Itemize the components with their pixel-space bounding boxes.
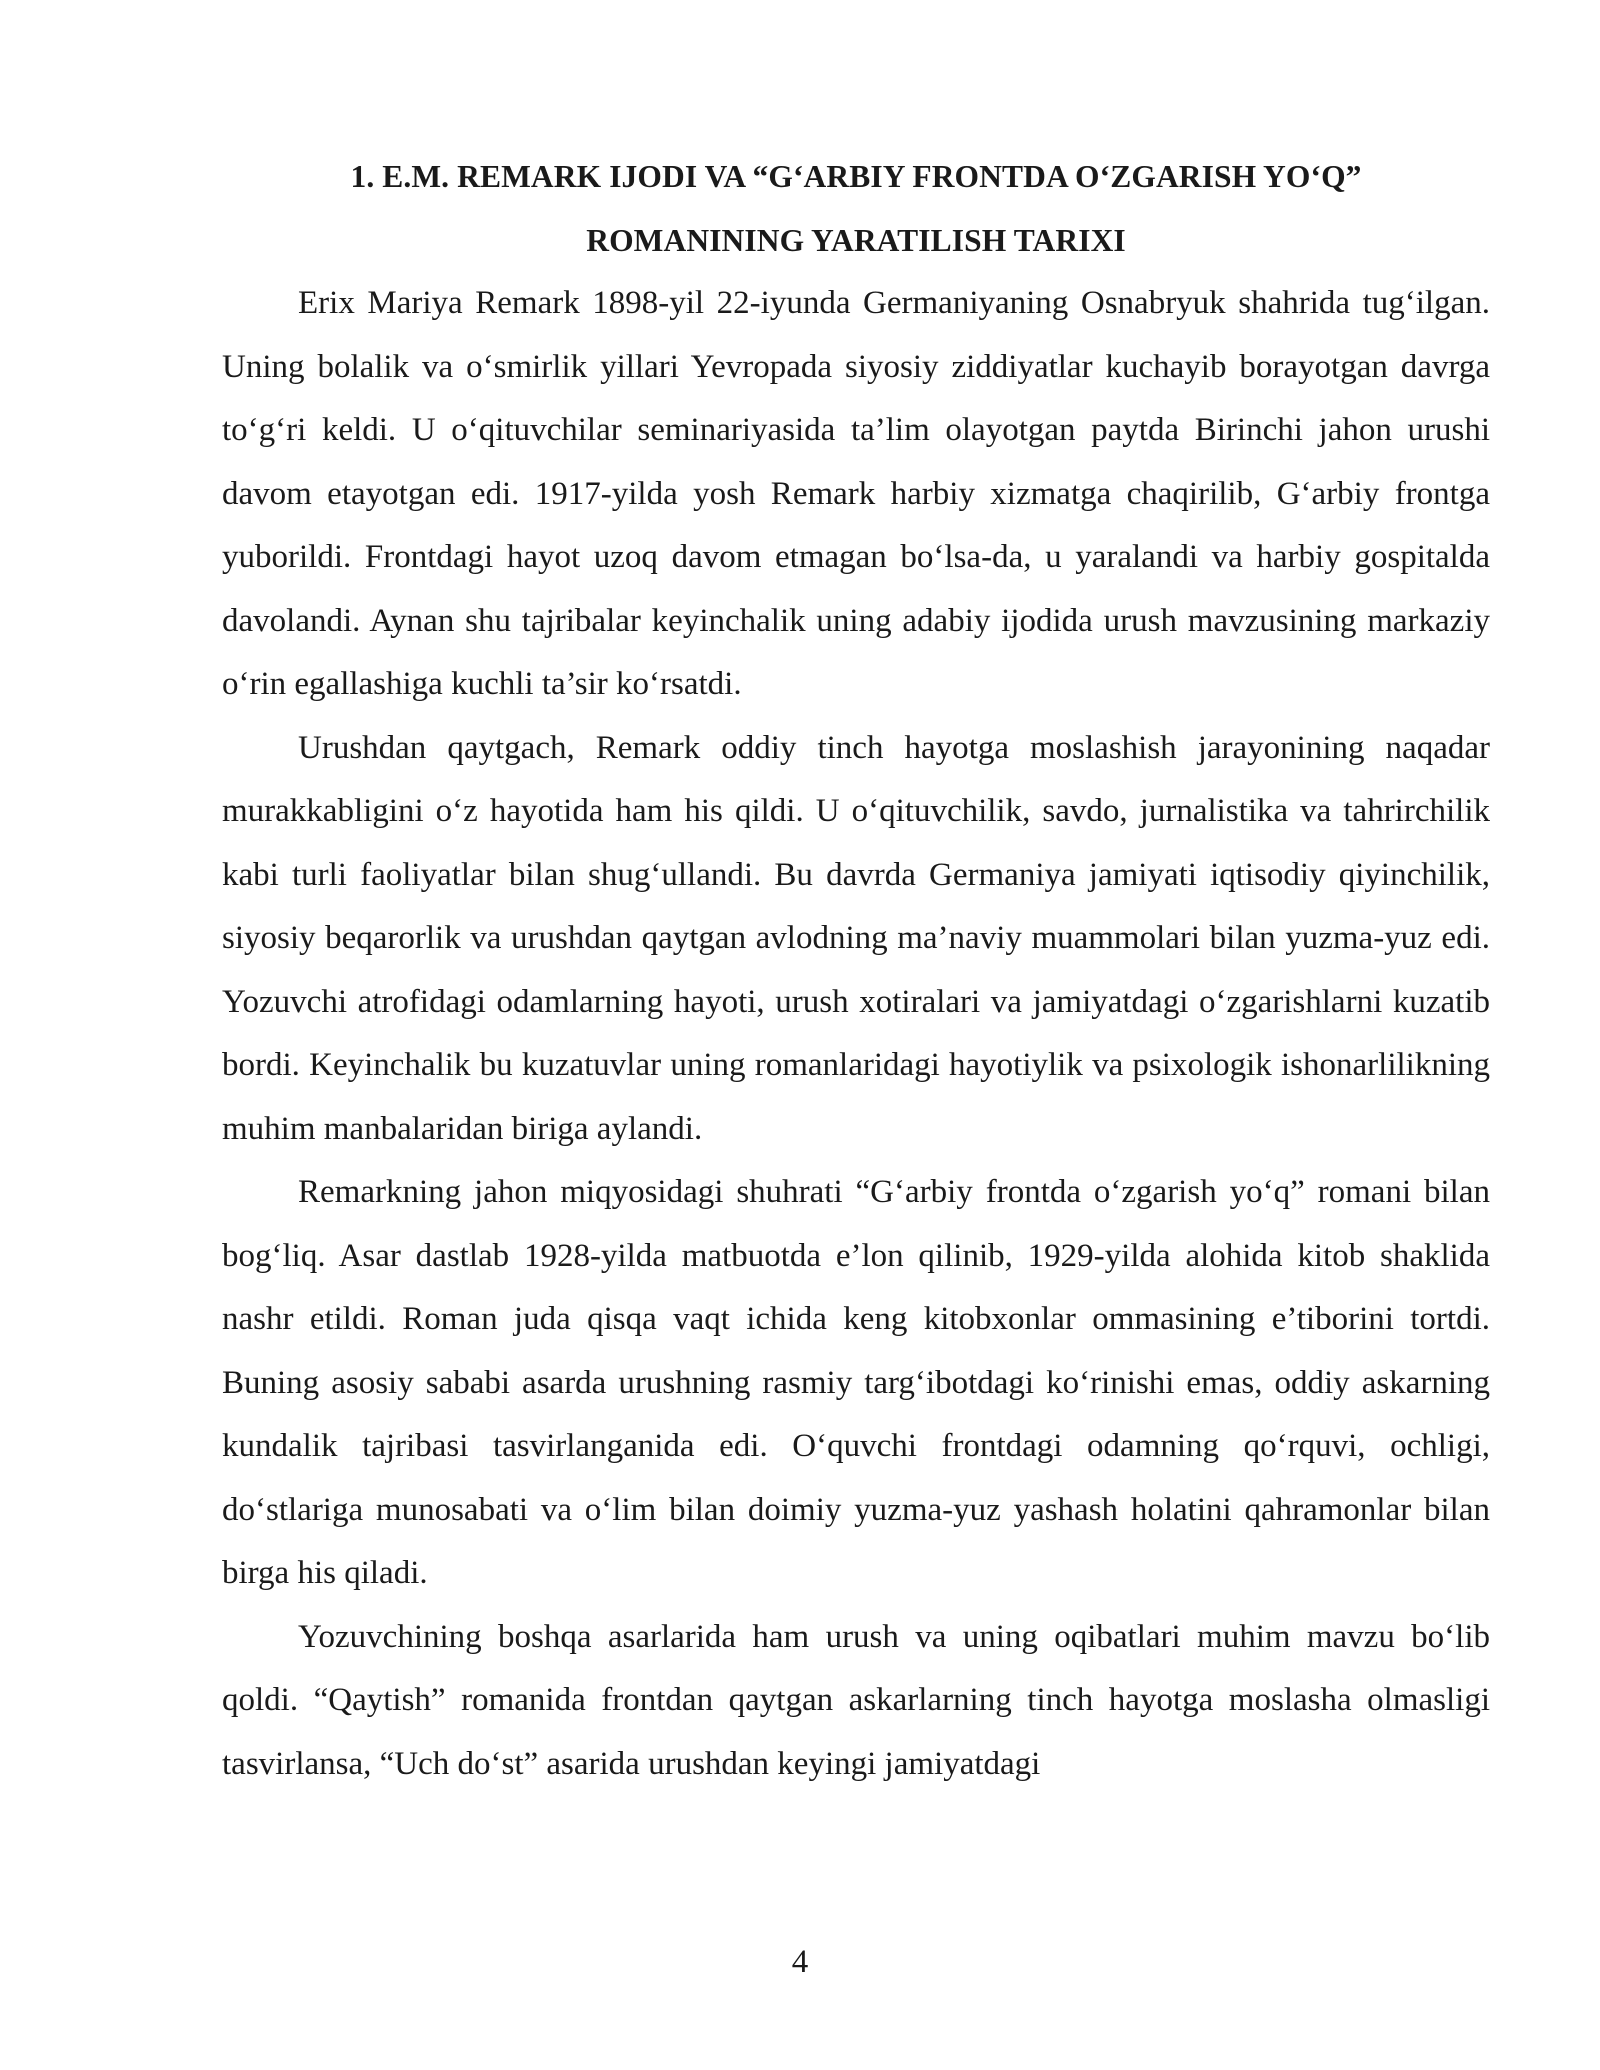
page-number: 4 <box>791 1944 809 1980</box>
chapter-heading <box>222 145 1490 272</box>
paragraph-4: Yozuvchining boshqa asarlarida ham urush va uning oqibatlari muhim mavzu bo‘lib qoldi. “Qaytish” romanida frontdan qaytgan askarlarning tinch hayotga moslasha olmasligi tasvirlansa, “Uch do‘st” asarida urushdan keyingi jamiyatdagi <box>222 1618 1490 1782</box>
paragraph-2: Urushdan qaytgach, Remark oddiy tinch hayotga moslashish jarayonining naqadar murakkabligini o‘z hayotida ham his qildi. U o‘qituvchilik, savdo, jurnalistika va tahrirchilik kabi turli faoliyatlar bilan shug‘ullandi. Bu davrda Germaniya jamiyati iqtisodiy qiyinchilik, siyosiy beqarorlik va urushdan qaytgan avlodning ma’naviy muammolari bilan yuzma-yuz edi. Yozuvchi atrofidagi odamlarning hayoti, urush xotiralari va jamiyatdagi o‘zgarishlarni kuzatib bordi. Keyinchalik bu kuzatuvlar uning romanlaridagi hayotiylik va psixologik ishonarlilikning muhim manbalaridan biriga aylandi. <box>222 729 1490 1147</box>
chapter-heading-line-2: ROMANINING YARATILISH TARIXI <box>586 222 1126 258</box>
page-content <box>222 145 1490 1796</box>
chapter-heading-line-1: 1. E.M. REMARK IJODI VA “G‘ARBIY FRONTDA O‘ZGARISH YO‘Q” <box>350 159 1362 194</box>
paragraph-3: Remarkning jahon miqyosidagi shuhrati “G‘arbiy frontda o‘zgarish yo‘q” romani bilan bog‘liq. Asar dastlab 1928-yilda matbuotda e’lon qilinib, 1929-yilda alohida kitob shaklida nashr etildi. Roman juda qisqa vaqt ichida keng kitobxonlar ommasining e’tiborini tortdi. Buning asosiy sababi asarda urushning rasmiy targ‘ibotdagi ko‘rinishi emas, oddiy askarning kundalik tajribasi tasvirlanganida edi. O‘quvchi frontdagi odamning qo‘rquvi, ochligi, do‘stlariga munosabati va o‘lim bilan doimiy yuzma-yuz yashash holatini qahramonlar bilan birga his qiladi. <box>222 1174 1490 1591</box>
paragraph-1: Erix Mariya Remark 1898-yil 22-iyunda Germaniyaning Osnabryuk shahrida tug‘ilgan. Uning bolalik va o‘smirlik yillari Yevropada siyosiy ziddiyatlar kuchayib borayotgan davrga to‘g‘ri keldi. U o‘qituvchilar seminariyasida ta’lim olayotgan paytda Birinchi jahon urushi davom etayotgan edi. 1917-yilda yosh Remark harbiy xizmatga chaqirilib, G‘arbiy frontga yuborildi. Frontdagi hayot uzoq davom etmagan bo‘lsa-da, u yaralandi va harbiy gospitalda davolandi. Aynan shu tajribalar keyinchalik uning adabiy ijodida urush mavzusining markaziy o‘rin egallashiga kuchli ta’sir ko‘rsatdi. <box>222 285 1490 702</box>
